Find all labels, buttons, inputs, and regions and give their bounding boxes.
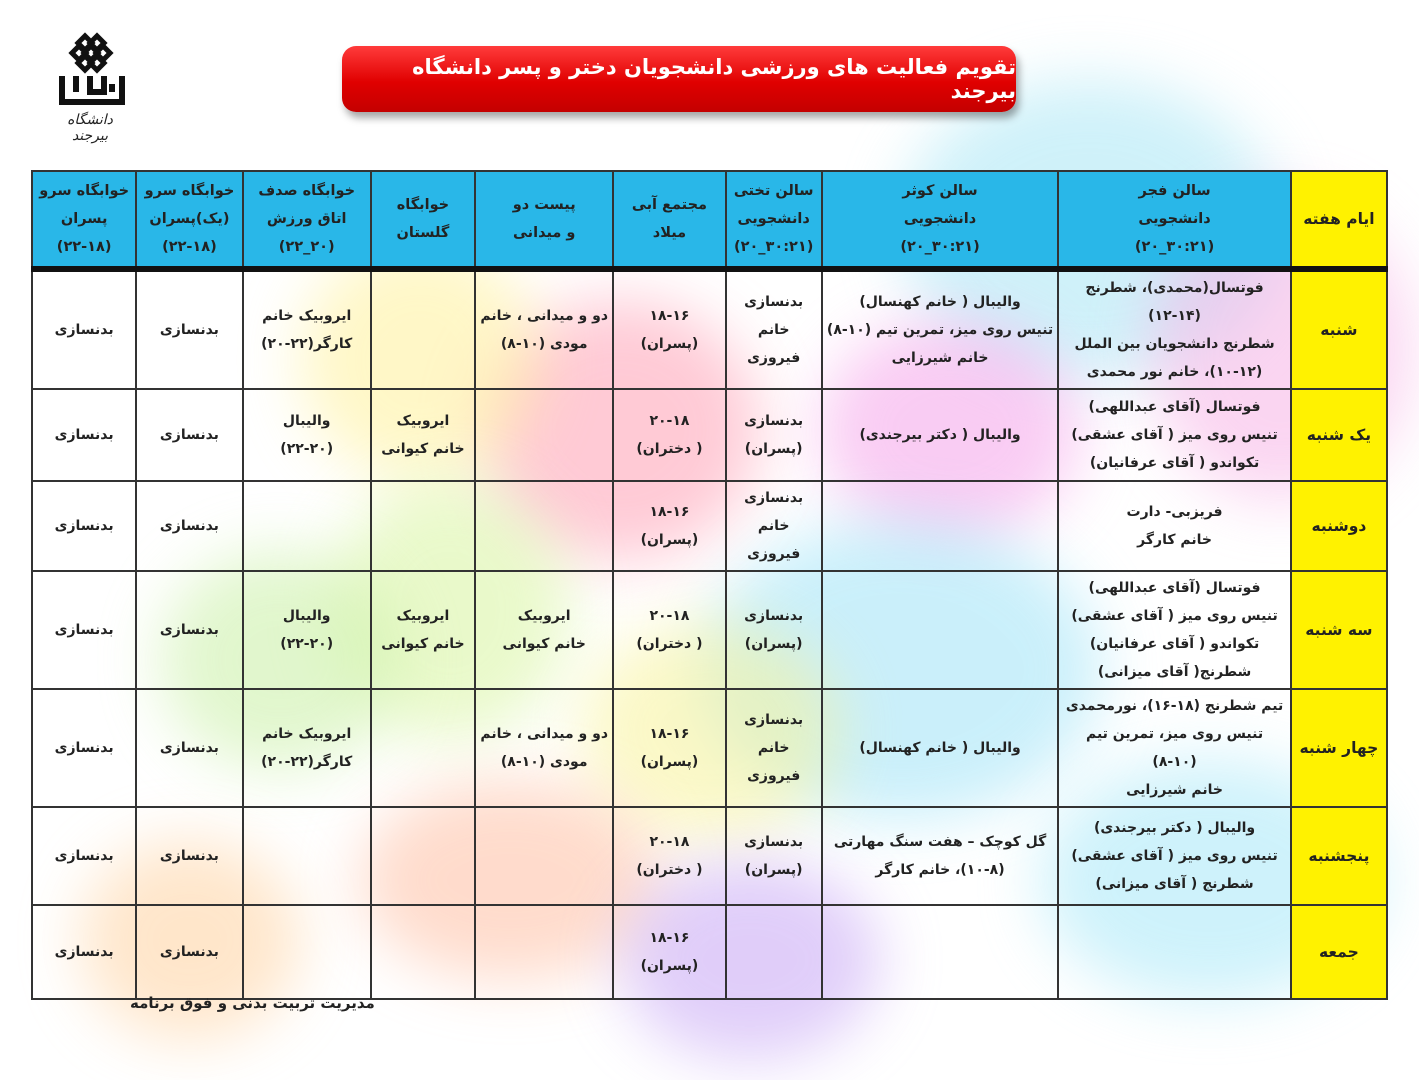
header-sarv1 [136, 171, 242, 269]
cell-line: خانم کیوانی [381, 441, 465, 457]
cell-line: تکواندو ( آقای عرفانیان) [1089, 455, 1260, 471]
cell-line: ایروبیک خانم [262, 308, 352, 324]
cell-line: ( دختران) [636, 862, 703, 878]
cell-line: مودی (۱۰-۸) [500, 754, 588, 770]
cell-line: ۱۸-۱۶ [649, 726, 690, 742]
cell-line: پیست دو [512, 197, 576, 213]
cell-line: (پسران) [640, 336, 699, 352]
cell-line: بدنسازی [744, 608, 804, 624]
cell-pool [613, 905, 725, 999]
cell-sadaf [243, 689, 371, 807]
cell-line: خانم [757, 518, 790, 534]
title-banner [342, 46, 1016, 112]
cell-sarv [32, 389, 136, 481]
cell-takhti [726, 571, 822, 689]
cell-line: ایروبیک [396, 608, 450, 624]
cell-golestan [371, 905, 475, 999]
cell-sarv [32, 689, 136, 807]
cell-line: گلستان [396, 225, 450, 241]
cell-line: بدنسازی [744, 490, 804, 506]
cell-line: ( دختران) [636, 441, 703, 457]
cell-line: فیروزی [747, 768, 801, 784]
cell-track [475, 807, 613, 905]
day-cell: یک شنبه [1291, 389, 1387, 481]
cell-line: بدنسازی [54, 848, 114, 864]
cell-sarv [32, 269, 136, 389]
cell-fajr [1058, 807, 1291, 905]
schedule-row [32, 807, 1387, 905]
cell-sarv [32, 571, 136, 689]
cell-line: والیبال [282, 413, 331, 429]
cell-line: تیم شطرنج (۱۸-۱۶)، نورمحمدی [1065, 698, 1284, 714]
cell-line: فیروزی [747, 350, 801, 366]
cell-kowsar [822, 269, 1059, 389]
cell-track [475, 905, 613, 999]
header-kowsar [822, 171, 1059, 269]
schedule-row [32, 269, 1387, 389]
cell-kowsar [822, 571, 1059, 689]
cell-line: (۲۰_۲۲) [278, 239, 335, 255]
cell-line: (۱۰-۱۲)، خانم نور محمدی [1086, 364, 1263, 380]
cell-kowsar [822, 905, 1059, 999]
cell-line: دو و میدانی ، خانم [480, 308, 609, 324]
cell-line: فوتسال(محمدی)، شطرنج (۱۴-۱۲) [1085, 280, 1264, 324]
cell-sadaf [243, 807, 371, 905]
cell-kowsar [822, 481, 1059, 571]
cell-line: بدنسازی [159, 427, 219, 443]
cell-golestan [371, 689, 475, 807]
cell-sadaf [243, 269, 371, 389]
cell-line: سالن تختی [733, 183, 814, 199]
cell-line: سالن کوثر [902, 183, 978, 199]
header-golestan [371, 171, 475, 269]
cell-line: ۱۸-۱۶ [649, 308, 690, 324]
cell-sarv [32, 481, 136, 571]
header-takhti [726, 171, 822, 269]
cell-line: (پسران) [744, 636, 803, 652]
cell-track [475, 389, 613, 481]
cell-line: (پسران) [640, 532, 699, 548]
cell-line: خوابگاه سرو [144, 183, 235, 199]
cell-line: فوتسال (آقای عبداللهی) [1088, 399, 1261, 415]
cell-line: بدنسازی [54, 944, 114, 960]
cell-sarv1 [136, 389, 242, 481]
cell-line: ۲۰-۱۸ [649, 413, 690, 429]
cell-line: بدنسازی [54, 518, 114, 534]
cell-sarv1 [136, 571, 242, 689]
cell-takhti [726, 689, 822, 807]
cell-line: بدنسازی [159, 322, 219, 338]
cell-line: خانم [757, 322, 790, 338]
cell-sarv1 [136, 807, 242, 905]
day-cell: پنجشنبه [1291, 807, 1387, 905]
cell-line: بدنسازی [54, 322, 114, 338]
schedule-row [32, 389, 1387, 481]
header-sarv [32, 171, 136, 269]
header-fajr [1058, 171, 1291, 269]
cell-pool [613, 481, 725, 571]
page-title: تقویم فعالیت های ورزشی دانشجویان دختر و پسر دانشگاه بیرجند [412, 55, 1016, 103]
cell-line: فریزبی- دارت [1126, 504, 1223, 520]
cell-line: سالن فجر [1138, 183, 1211, 199]
cell-line: بدنسازی [159, 622, 219, 638]
cell-line: والیبال ( خانم کهنسال) [859, 294, 1021, 310]
cell-line: بدنسازی [54, 740, 114, 756]
cell-takhti [726, 905, 822, 999]
cell-line: والیبال [282, 608, 331, 624]
cell-golestan [371, 807, 475, 905]
cell-track [475, 269, 613, 389]
cell-sadaf [243, 389, 371, 481]
schedule-table [31, 170, 1388, 1000]
cell-line: خانم شیرزایی [1126, 782, 1224, 798]
cell-golestan [371, 269, 475, 389]
cell-fajr [1058, 389, 1291, 481]
cell-line: ۱۸-۱۶ [649, 504, 690, 520]
cell-sadaf [243, 481, 371, 571]
cell-sarv1 [136, 269, 242, 389]
cell-line: بدنسازی [744, 294, 804, 310]
cell-line: (پسران) [640, 754, 699, 770]
cell-sarv1 [136, 689, 242, 807]
cell-line: خانم کیوانی [502, 636, 586, 652]
cell-golestan [371, 389, 475, 481]
cell-line: دانشجویی [903, 211, 977, 227]
cell-takhti [726, 269, 822, 389]
schedule-row [32, 571, 1387, 689]
cell-line: بدنسازی [744, 413, 804, 429]
cell-line: بدنسازی [159, 944, 219, 960]
cell-line: کارگر(۲۲-۲۰) [261, 336, 353, 352]
cell-line: دانشجویی [737, 211, 810, 227]
day-cell: چهار شنبه [1291, 689, 1387, 807]
cell-line: شطرنج( آقای میزانی) [1097, 664, 1252, 680]
cell-line: والیبال ( خانم کهنسال) [859, 740, 1021, 756]
cell-line: بدنسازی [744, 712, 804, 728]
cell-line: بدنسازی [744, 834, 804, 850]
cell-line: (۱۰-۸)، خانم کارگر [875, 862, 1005, 878]
cell-line: ۲۰-۱۸ [649, 608, 690, 624]
header-pool [613, 171, 725, 269]
cell-line: خانم کیوانی [381, 636, 465, 652]
cell-pool [613, 689, 725, 807]
cell-line: (۳۰:۲۱_۲۰) [733, 239, 814, 255]
day-cell: شنبه [1291, 269, 1387, 389]
cell-line: (۳۰:۲۱_۲۰) [900, 239, 980, 255]
header-day: ایام هفته [1291, 171, 1387, 269]
cell-line: تنیس روی میز، تمرین تیم (۱۰-۸) [826, 322, 1054, 338]
cell-fajr [1058, 481, 1291, 571]
cell-line: اتاق ورزش [266, 211, 347, 227]
schedule-row [32, 905, 1387, 999]
cell-sarv1 [136, 905, 242, 999]
day-cell: سه شنبه [1291, 571, 1387, 689]
cell-line: دو و میدانی ، خانم [480, 726, 609, 742]
cell-line: خوابگاه [396, 197, 450, 213]
cell-line: بدنسازی [54, 427, 114, 443]
cell-line: کارگر(۲۲-۲۰) [261, 754, 353, 770]
cell-kowsar [822, 807, 1059, 905]
cell-line: شطرنج دانشجویان بین الملل [1074, 336, 1275, 352]
cell-sarv [32, 905, 136, 999]
footer-text: مدیریت تربیت بدنی و فوق برنامه [130, 994, 375, 1012]
cell-line: تنیس روی میز ( آقای عشقی) [1071, 427, 1278, 443]
schedule-body [32, 269, 1387, 999]
schedule-row [32, 689, 1387, 807]
cell-line: بدنسازی [159, 740, 219, 756]
cell-track [475, 689, 613, 807]
cell-line: (پسران) [640, 958, 699, 974]
cell-line: تنیس روی میز، تمرین تیم (۱۰-۸) [1085, 726, 1264, 770]
header-sadaf [243, 171, 371, 269]
cell-golestan [371, 571, 475, 689]
cell-line: میلاد [652, 225, 687, 241]
cell-line: خانم کارگر [1137, 532, 1212, 548]
day-cell: جمعه [1291, 905, 1387, 999]
cell-pool [613, 269, 725, 389]
cell-line: خانم [757, 740, 790, 756]
cell-kowsar [822, 389, 1059, 481]
cell-sadaf [243, 571, 371, 689]
cell-sadaf [243, 905, 371, 999]
logo-caption: دانشگاه بیرجند [67, 112, 113, 144]
cell-takhti [726, 481, 822, 571]
header-track [475, 171, 613, 269]
cell-fajr [1058, 689, 1291, 807]
cell-line: تنیس روی میز ( آقای عشقی) [1071, 608, 1278, 624]
cell-line: والیبال ( دکتر بیرجندی) [859, 427, 1021, 443]
cell-fajr [1058, 571, 1291, 689]
cell-line: ۱۸-۱۶ [649, 930, 690, 946]
cell-line: (۳۰:۲۱_۲۰) [1134, 239, 1215, 255]
cell-takhti [726, 389, 822, 481]
cell-fajr [1058, 905, 1291, 999]
cell-line: خانم شیرزایی [891, 350, 989, 366]
header-row [32, 171, 1387, 269]
day-cell: دوشنبه [1291, 481, 1387, 571]
cell-golestan [371, 481, 475, 571]
cell-line: ایروبیک خانم [262, 726, 352, 742]
cell-line: (یک)پسران [149, 211, 230, 227]
schedule-row [32, 481, 1387, 571]
cell-pool [613, 389, 725, 481]
cell-line: فیروزی [747, 546, 801, 562]
cell-line: (پسران) [744, 441, 803, 457]
cell-line: ۲۰-۱۸ [649, 834, 690, 850]
cell-line: خوابگاه صدف [258, 183, 356, 199]
cell-line: والیبال ( دکتر بیرجندی) [1093, 820, 1256, 836]
cell-line: مجتمع آبی [631, 197, 708, 213]
cell-track [475, 481, 613, 571]
cell-line: گل کوچک – هفت سنگ مهارتی [833, 834, 1047, 850]
cell-line: بدنسازی [159, 518, 219, 534]
cell-line: خوابگاه سرو [39, 183, 130, 199]
cell-line: بدنسازی [159, 848, 219, 864]
cell-fajr [1058, 269, 1291, 389]
cell-line: (۲۲-۱۸) [162, 239, 217, 255]
cell-sarv1 [136, 481, 242, 571]
cell-kowsar [822, 689, 1059, 807]
cell-takhti [726, 807, 822, 905]
cell-line: و میدانی [512, 225, 576, 241]
cell-line: ایروبیک [517, 608, 571, 624]
cell-line: ایروبیک [396, 413, 450, 429]
cell-line: پسران [60, 211, 108, 227]
cell-line: ( دختران) [636, 636, 703, 652]
cell-line: تنیس روی میز ( آقای عشقی) [1071, 848, 1278, 864]
cell-pool [613, 807, 725, 905]
cell-line: (۲۲-۲۰) [280, 441, 334, 457]
cell-track [475, 571, 613, 689]
cell-sarv [32, 807, 136, 905]
cell-line: شطرنج ( آقای میزانی) [1095, 876, 1254, 892]
cell-line: (۲۲-۲۰) [280, 636, 334, 652]
cell-line: فوتسال (آقای عبداللهی) [1088, 580, 1261, 596]
cell-line: (پسران) [744, 862, 803, 878]
cell-pool [613, 571, 725, 689]
cell-line: بدنسازی [54, 622, 114, 638]
cell-line: (۲۲-۱۸) [56, 239, 112, 255]
cell-line: مودی (۱۰-۸) [500, 336, 588, 352]
cell-line: دانشجویی [1138, 211, 1211, 227]
cell-line: تکواندو ( آقای عرفانیان) [1089, 636, 1260, 652]
